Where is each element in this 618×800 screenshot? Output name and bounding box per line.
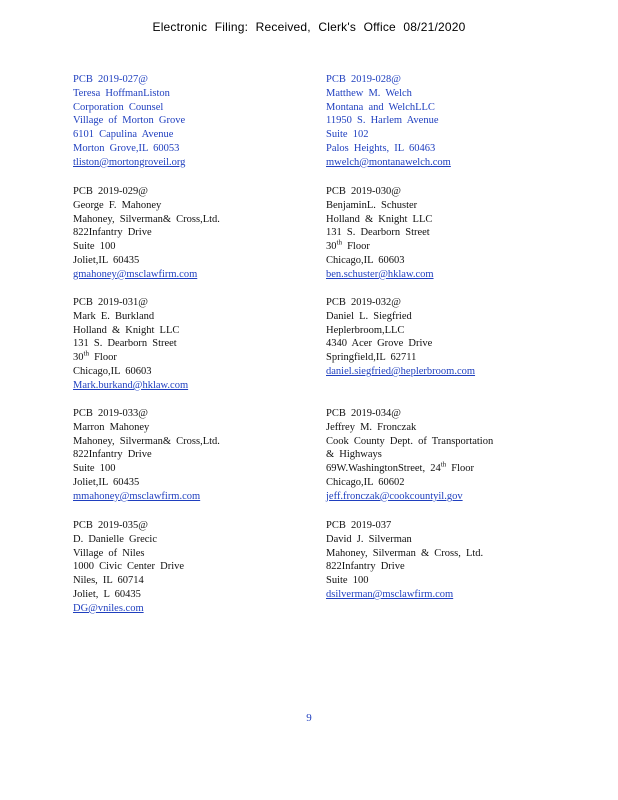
email-link[interactable]: Mark.burkand@hklaw.com xyxy=(73,379,189,391)
address-line: Niles, IL 60714 xyxy=(73,575,144,587)
case-number: PCB 2019-032@ xyxy=(326,297,401,308)
document-header: Electronic Filing: Received, Clerk's Office 08/21/2020 xyxy=(152,20,466,34)
address-line: 822Infantry Drive xyxy=(326,561,405,573)
service-entry xyxy=(326,519,556,602)
address-line: Chicago,IL 60602 xyxy=(326,476,405,488)
service-entry xyxy=(73,407,303,504)
address-line: Teresa HoffmanListon xyxy=(73,87,170,99)
address-line: Cook County Dept. of Transportation xyxy=(326,435,494,447)
address-line: 69W.WashingtonStreet, 24th Floor xyxy=(326,460,475,475)
address-line: Matthew M. Welch xyxy=(326,87,412,99)
address-line: Suite 100 xyxy=(73,241,116,253)
address-line: Springfield,IL 62711 xyxy=(326,352,417,364)
address-line: 30th Floor xyxy=(73,349,117,364)
address-line: Morton Grove,IL 60053 xyxy=(73,142,180,154)
address-line: 822Infantry Drive xyxy=(73,449,152,461)
address-line: 1000 Civic Center Drive xyxy=(73,561,185,573)
email-link[interactable]: mwelch@montanawelch.com xyxy=(326,156,451,168)
address-line: Joliet, L 60435 xyxy=(73,588,141,600)
email-link[interactable]: ben.schuster@hklaw.com xyxy=(326,268,434,280)
email-link[interactable]: daniel.siegfried@heplerbroom.com xyxy=(326,365,476,377)
address-line: Holland & Knight LLC xyxy=(73,324,180,336)
address-line: Suite 100 xyxy=(73,463,116,475)
address-line: David J. Silverman xyxy=(326,533,412,545)
address-line: Palos Heights, IL 60463 xyxy=(326,142,436,154)
address-line: Mahoney, Silverman& Cross,Ltd. xyxy=(73,213,220,225)
case-number: PCB 2019-030@ xyxy=(326,186,401,197)
service-entry xyxy=(326,185,556,282)
address-line: Marron Mahoney xyxy=(73,421,150,433)
email-link[interactable]: dsilverman@msclawfirm.com xyxy=(326,588,454,600)
service-entry xyxy=(326,407,556,504)
address-line: Village of Morton Grove xyxy=(73,115,186,127)
case-number: PCB 2019-037 xyxy=(326,520,392,531)
address-line: 30th Floor xyxy=(326,238,370,253)
case-number: PCB 2019-031@ xyxy=(73,297,148,308)
address-line: Montana and WelchLLC xyxy=(326,101,435,113)
case-number: PCB 2019-035@ xyxy=(73,520,148,531)
address-line: Jeffrey M. Fronczak xyxy=(326,421,417,433)
address-line: George F. Mahoney xyxy=(73,199,162,211)
email-link[interactable]: DG@vniles.com xyxy=(73,602,144,614)
address-line: Holland & Knight LLC xyxy=(326,213,433,225)
address-line: Suite 100 xyxy=(326,575,369,587)
service-entry xyxy=(73,185,303,282)
case-number: PCB 2019-033@ xyxy=(73,408,148,419)
case-number: PCB 2019-028@ xyxy=(326,74,401,85)
case-number: PCB 2019-027@ xyxy=(73,74,148,85)
service-entry xyxy=(73,73,303,170)
address-line: Mark E. Burkland xyxy=(73,310,155,322)
case-number: PCB 2019-029@ xyxy=(73,186,148,197)
address-line: Daniel L. Siegfried xyxy=(326,310,412,322)
service-entry xyxy=(326,73,556,170)
address-line: D. Danielle Grecic xyxy=(73,533,158,545)
address-line: 4340 Acer Grove Drive xyxy=(326,338,433,350)
address-line: Chicago,IL 60603 xyxy=(326,254,405,266)
page-number: 9 xyxy=(306,712,312,724)
address-line: Heplerbroom,LLC xyxy=(326,324,405,336)
address-line: 11950 S. Harlem Avenue xyxy=(326,115,439,127)
address-line: Mahoney, Silverman& Cross,Ltd. xyxy=(73,435,220,447)
address-line: 6101 Capulina Avenue xyxy=(73,129,174,141)
address-line: 822Infantry Drive xyxy=(73,227,152,239)
address-line: Mahoney, Silverman & Cross, Ltd. xyxy=(326,547,484,559)
address-line: & Highways xyxy=(326,449,382,461)
address-line: 131 S. Dearborn Street xyxy=(73,338,177,350)
case-number: PCB 2019-034@ xyxy=(326,408,401,419)
address-line: Joliet,IL 60435 xyxy=(73,254,140,266)
address-line: Corporation Counsel xyxy=(73,101,164,113)
email-link[interactable]: mmahoney@msclawfirm.com xyxy=(73,490,201,502)
address-line: Joliet,IL 60435 xyxy=(73,476,140,488)
address-line: 131 S. Dearborn Street xyxy=(326,227,430,239)
email-link[interactable]: tliston@mortongroveil.org xyxy=(73,156,186,168)
email-link[interactable]: jeff.fronczak@cookcountyil.gov xyxy=(326,490,463,502)
address-line: Suite 102 xyxy=(326,129,369,141)
address-line: Village of Niles xyxy=(73,547,145,559)
service-entry xyxy=(73,519,303,616)
service-entry xyxy=(73,296,303,393)
address-line: Chicago,IL 60603 xyxy=(73,365,152,377)
email-link[interactable]: gmahoney@msclawfirm.com xyxy=(73,268,198,280)
address-line: BenjaminL. Schuster xyxy=(326,199,418,211)
service-entry xyxy=(326,296,556,379)
